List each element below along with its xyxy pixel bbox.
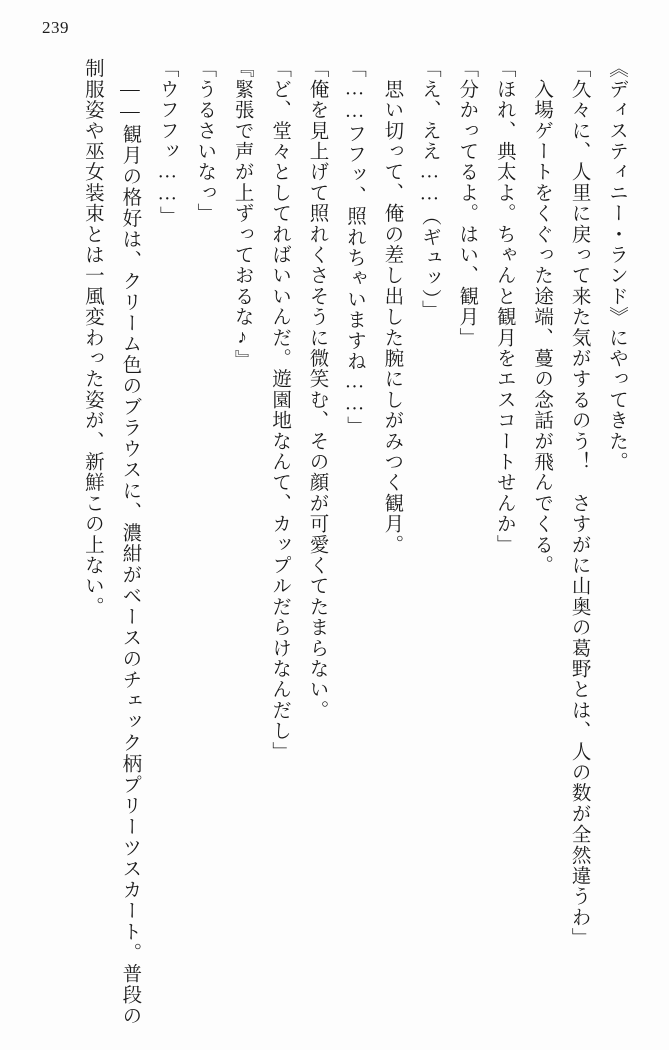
- paragraph: 「ほれ、典太よ。ちゃんと観月をエスコートせんか」: [493, 58, 515, 555]
- paragraph: 思い切って、俺の差し出した腕にしがみつく観月。: [381, 58, 403, 555]
- paragraph: 「俺を見上げて照れくさそうに微笑む、その顔が可愛くてたまらない。: [306, 58, 328, 721]
- paragraph: 「分かってるよ。はい、観月」: [456, 58, 478, 348]
- paragraph: 「うるさいなっ」: [194, 58, 216, 224]
- paragraph: 「え、ええ……（ギュッ）」: [418, 58, 440, 321]
- paragraph: 「……フフッ、照れちゃいますね……」: [343, 58, 365, 437]
- page-body-text: [34, 58, 635, 1026]
- paragraph: 『緊張で声が上ずっておるな♪』: [231, 58, 253, 370]
- paragraph: 「久々に、人里に戻って来た気がするのう！ さすがに山奥の葛野とは、人の数が全然違うわ」: [568, 58, 590, 949]
- page-number: 239: [42, 18, 69, 37]
- paragraph: 入場ゲートをくぐった途端、蔓の念話が飛んでくる。: [531, 58, 553, 576]
- paragraph: 《ディスティニー・ランド》にやってきた。: [606, 58, 627, 472]
- paragraph: 「ウフフッ……」: [156, 58, 178, 227]
- paragraph: 「ど、堂々としてればいいんだ。遊園地なんて、カップルだらけなんだし」: [269, 58, 291, 762]
- paragraph: ――観月の格好は、クリーム色のブラウスに、濃紺がベースのチェック柄プリーツスカート。普段の制服姿や巫女装束とは一風変わった姿が、新鮮この上ない。: [81, 58, 141, 1026]
